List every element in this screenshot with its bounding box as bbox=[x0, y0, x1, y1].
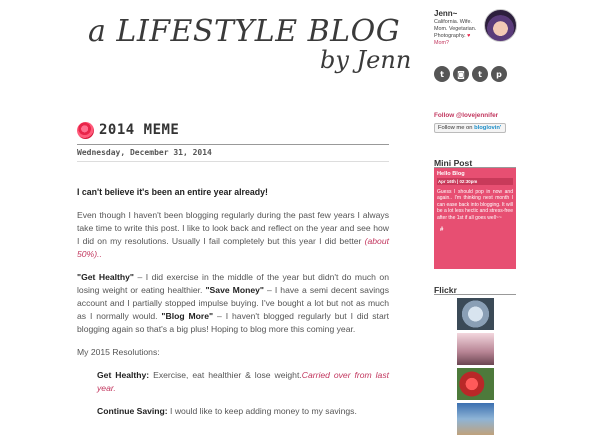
mini-post-body: Guess I should pop in now and again.. I'm thinking next month I can ease back into blogging. It will be a lot less hectic and stress-free after the 1st if all goes well~~ bbox=[437, 189, 513, 221]
mini-post-heading: Mini Post bbox=[434, 158, 473, 168]
paragraph-text: – I have a semi decent savings account and I partially stopped impulse buying. I've bought a lot but not as much as I normally would. bbox=[77, 285, 389, 321]
post-date: Wednesday, December 31, 2014 bbox=[77, 148, 389, 162]
post-header bbox=[77, 118, 389, 142]
post-body bbox=[77, 186, 389, 418]
flickr-photos bbox=[456, 297, 495, 437]
social-links bbox=[434, 66, 507, 82]
profile-mom-text: Mom? bbox=[434, 40, 449, 46]
paragraph-text: – I haven't blogged regularly but I did start blogging again so that's a big plus! Hoping to blog more this coming year. bbox=[77, 311, 389, 334]
resolutions-heading: My 2015 Resolutions: bbox=[77, 347, 160, 357]
profile-name: Jenn~ bbox=[434, 9, 458, 18]
bloglovin-button[interactable] bbox=[434, 123, 506, 133]
follow-twitter-link[interactable]: Follow @lovejennifer bbox=[434, 112, 499, 119]
about-50-link[interactable]: (about 50%).. bbox=[77, 236, 389, 259]
resolution-label: Continue Saving: bbox=[97, 406, 168, 416]
mini-post-permalink[interactable]: # bbox=[440, 227, 444, 234]
instagram-icon[interactable]: ◙ bbox=[453, 66, 469, 82]
post-lead: I can't believe it's been an entire year already! bbox=[77, 187, 268, 197]
paragraph-text: Even though I haven't been blogging regularly during the past few years I always take time to write this post. I like to look back and reflect on the year and see how I did on my resolutions. Usually I fail completely but this year I did better bbox=[77, 210, 389, 246]
blog-title[interactable]: a LIFESTYLE BLOG bbox=[88, 14, 401, 49]
rose-icon bbox=[77, 122, 94, 139]
heart-icon: ♥ bbox=[467, 33, 471, 39]
resolution-label: Get Healthy: bbox=[97, 370, 150, 380]
bloglovin-prefix: Follow me on bbox=[438, 125, 475, 131]
resolution-text: Exercise, eat healthier & lose weight. bbox=[149, 370, 302, 380]
mini-post-title: Hello Blog bbox=[437, 171, 465, 177]
bold-text: "Save Money" bbox=[205, 285, 264, 295]
pinterest-icon[interactable]: p bbox=[491, 66, 507, 82]
avatar[interactable] bbox=[484, 9, 517, 42]
bold-text: "Get Healthy" bbox=[77, 272, 134, 282]
post-paragraph bbox=[77, 271, 389, 336]
main-column bbox=[77, 118, 389, 428]
mini-post-date: Apr 16th | 02:30pm bbox=[437, 178, 513, 185]
blog-byline: by Jenn bbox=[320, 46, 412, 74]
blog-header[interactable] bbox=[88, 14, 412, 74]
resolution-note: Carried over from last year. bbox=[97, 370, 389, 393]
divider bbox=[77, 144, 389, 145]
post-title[interactable]: 2014 MEME bbox=[99, 122, 180, 138]
flickr-photo[interactable] bbox=[456, 367, 495, 401]
divider bbox=[434, 294, 516, 295]
profile-description bbox=[434, 19, 484, 47]
resolution-text: I would like to keep adding money to my savings. bbox=[167, 406, 357, 416]
flickr-photo[interactable] bbox=[456, 297, 495, 331]
resolution-item bbox=[77, 405, 389, 418]
flickr-heading: Flickr bbox=[434, 285, 457, 295]
twitter-icon[interactable]: t bbox=[434, 66, 450, 82]
post-paragraph bbox=[77, 209, 389, 261]
flickr-photo[interactable] bbox=[456, 332, 495, 366]
flickr-photo[interactable] bbox=[456, 402, 495, 436]
profile-desc-text: California. Wife. Mom. Vegetarian. Photography. bbox=[434, 19, 477, 39]
resolution-item bbox=[77, 369, 389, 395]
mini-post-box bbox=[434, 168, 516, 269]
tumblr-icon[interactable]: t bbox=[472, 66, 488, 82]
bold-text: "Blog More" bbox=[161, 311, 214, 321]
bloglovin-brand: bloglovin' bbox=[474, 125, 502, 131]
paragraph-text: – I did exercise in the middle of the year but didn't do much on losing weight or eating healthier. bbox=[77, 272, 389, 295]
